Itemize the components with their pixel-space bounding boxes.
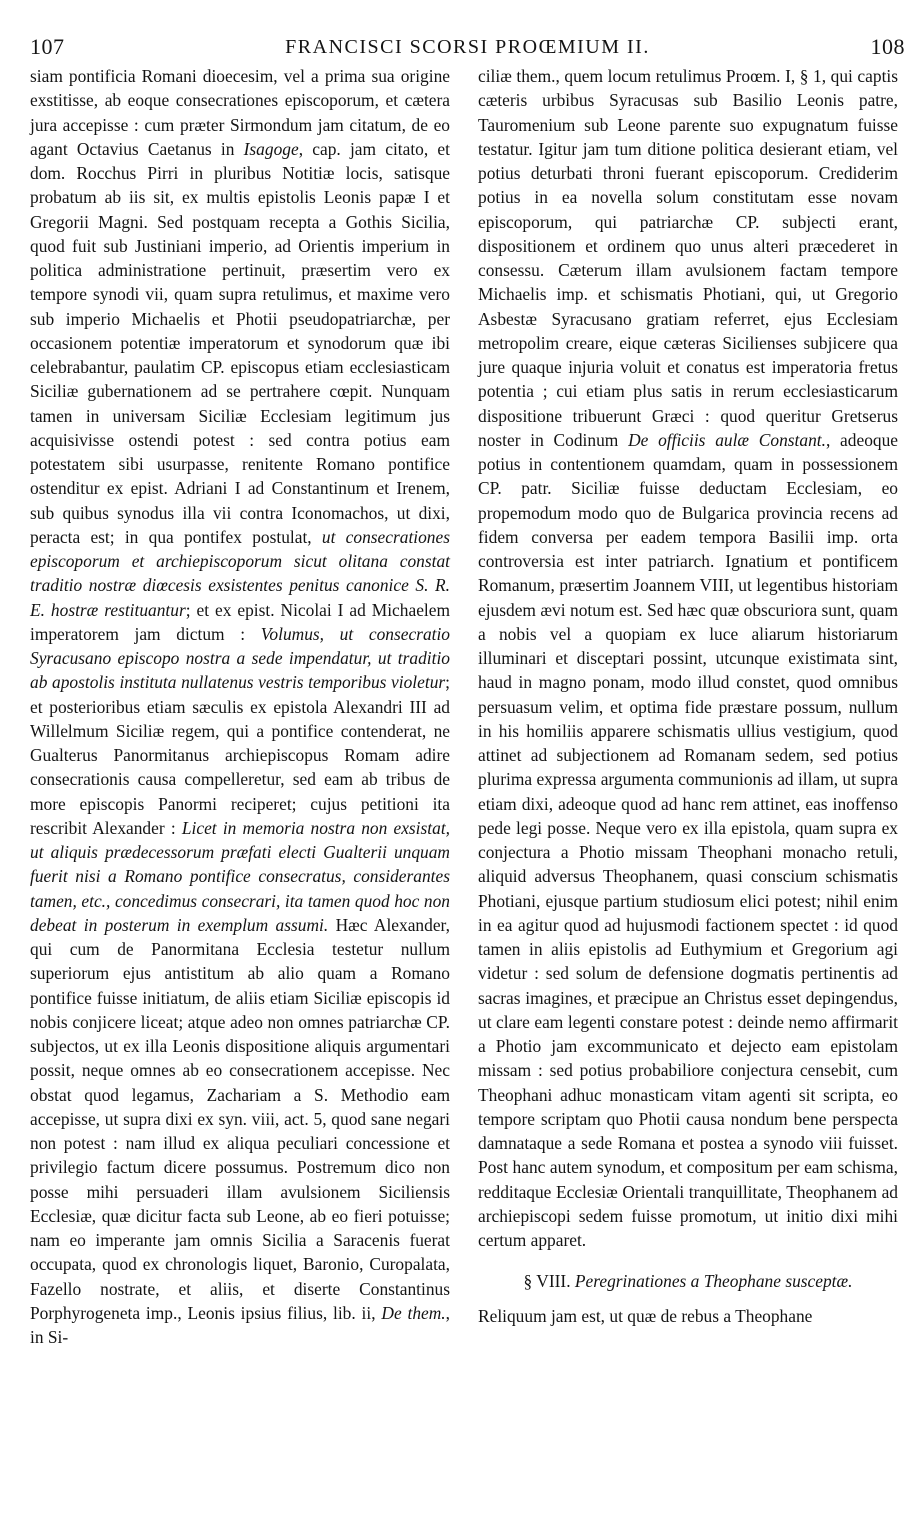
italic-quotation: Volumus, ut consecratio Syracusano episcopo nostra a sede impendatur, ut traditio ab apostolis instituta nullatenus vestris temporibus violetur (30, 623, 450, 693)
italic-title: Isagoge (243, 138, 299, 159)
text-run: ; et posterioribus etiam sæculis ex epistola Alexandri III ad Willelmum Siciliæ regem, qui a pontifice contenderat, ne Gualterus Panormitanus archiepiscopus Romam adire consecrationis causa compelleretur, sed eam ab tribus de more episcopis Panormi reciperet; cujus petitioni ita rescribit Alexander : (30, 672, 450, 838)
section-heading (478, 1269, 898, 1293)
left-column (30, 64, 450, 1349)
right-paragraph (478, 1304, 898, 1328)
running-title: FRANCISCI SCORSI PROŒMIUM II. (285, 35, 650, 58)
text-run: Hæc Alexander, qui cum de Panormitana Ecclesia testetur nullum superiorum ejus antistitum ab alio quam a Romano pontifice fuisse initiatum, de aliis etiam Siciliæ episcopis id nobis conjicere liceat; atque adeo non omnes patriarchæ CP. subjectos, ut ex illa Leonis dispositione aliquis argumentari possit, neque omnes ab eo consecrationem accepisse. Nec obstat quod legamus, Zachariam a S. Methodio eam accepisse, ut supra dixi ex syn. viii, act. 5, quod sane negari non potest : nam illud ex aliqua peculiari concessione et privilegio factum dicere possumus. Postremum dico non posse mihi persuaderi illam avulsionem Siciliensis Ecclesiæ, quæ dicitur facta sub Leone, ab eo fieri potuisse; nam eo imperante jam omnis Sicilia a Saracenis fuerat occupata, quod ex chronologis liquet, Baronio, Curopalata, Fazello nostrate, et aliis, et diserte Constantinus Porphyrogeneta imp., Leonis ipsius filius, lib. ii, (30, 914, 450, 1323)
section-number: § VIII. (523, 1271, 575, 1292)
right-page-number: 108 (870, 34, 905, 59)
italic-quotation: ut consecrationes episcoporum et archiepiscoporum sicut olitana constat traditio nostræ diœcesis exsistentes penitus canonice S. R. E. hostræ restituantur (30, 526, 450, 620)
italic-quotation: Licet in memoria nostra non exsistat, ut aliquis prædecessorum præfati electi Gualterii unquam fuerit nisi a Romano pontifice consecratus, considerantes tamen, etc., concedimus consecrari, ita tamen quod hoc non debeat in posterum in exemplum assumi. (30, 817, 450, 935)
italic-title: De them. (381, 1302, 446, 1323)
right-column (478, 64, 898, 1328)
text-run: , cap. jam citato, et dom. Rocchus Pirri in pluribus Notitiæ locis, satisque probatum ab iis sit, ex multis epistolis Leonis papæ I et Gregorii Magni. Sed postquam recepta a Gothis Sicilia, quod fuit sub Justiniani imperio, ad Orientis imperium in politica administratione pertinuit, præsertim vero ex tempore synodi vii, quam supra retulimus, et maxime vero sub imperio Michaelis et Photii pseudopatriarchæ, per occasionem potentiæ imperatorum et synodorum quæ ibi celebrabantur, paulatim CP. episcopus etiam ecclesiasticam Siciliæ gubernationem ad se pertrahere cœpit. Nunquam tamen in universam Siciliæ Ecclesiam legitimum jus acquisivisse ostendi potest : sed contra potius eam potestatem sibi usurpasse, renitente Romano pontifice ostenditur ex epist. Adriani I ad Constantinum et Irenem, sub quibus synodus illa vii contra Iconomachos, ut dixi, peracta est; in qua pontifex postulat, (30, 138, 450, 547)
text-run: ciliæ them., quem locum retulimus Proœm. I, § 1, qui captis cæteris urbibus Syracusas sub Basilio Leonis patre, Tauromenium sub Leone parente suo expugnatum fuisse testatur. Igitur jam tum ditione politica desierant etiam, vel potius deturbati throni fuerant episcoporum. Crediderim potius in ea novella solum constitutam esse novam episcoporum, qui patriarchæ CP. subjecti erant, dispositionem et ordinem quo unus alteri præcederet in consessu. Cæterum illam avulsionem factam tempore Michaelis imp. et schismatis Photiani, qui, ut Gregorio Asbestæ Syracusano gratiam referret, ejus Ecclesiam metropolim creare, eique cæteras Sicilienses subjicere qua jure quaque injuria voluit et conatus est imperatoria fretus potentia ; cui etiam plus satis in rerum ecclesiasticarum dispositione tribuerunt Græci : quod queritur Gretserus noster in Codinum (478, 66, 898, 450)
text-run: ; et ex epist. Nicolai I ad Michaelem imperatorem jam dictum : (30, 599, 450, 644)
right-paragraph (478, 64, 898, 1252)
left-page-number: 107 (30, 34, 65, 59)
text-run: siam pontificia Romani dioecesim, vel a prima sua origine exstitisse, ab eoque consecrationes episcoporum, et cætera jura accepisse : cum præter Sirmondum jam citatum, de eo agant Octavius Caetanus in (30, 66, 450, 159)
section-title: Peregrinationes a Theophane susceptæ. (574, 1271, 853, 1292)
text-run: Reliquum jam est, ut quæ de rebus a Theophane (478, 1305, 813, 1326)
italic-title: De officiis aulæ Constant. (628, 429, 826, 450)
running-header (30, 34, 905, 60)
left-paragraph (30, 64, 450, 1349)
text-run: , in Si- (30, 1302, 451, 1347)
text-run: , adeoque potius in contentionem quamdam, quam in possessionem CP. patr. Siciliæ fuisse deductam Ecclesiam, eo propemodum modo quo de Bulgarica provincia recens ad fidem conversa per eadem tempora Basilii imp. orta controversia est inter patriarch. Ignatium et pontificem Romanum, præsertim Joannem VIII, ut legentibus historiam ejusdem ævi notum est. Sed hæc quæ obscuriora sunt, quam a nobis vel a quopiam ex luce aliarum historiarum illuminari et disceptari possint, utcunque existimata sint, haud in magno ponam, modo illud constet, quod omnibus persuasum velim, et optima fide præstare possum, nullum in his homiliis apparere schismatis ullius vestigium, quod attinet ad subjectionem ad Romanam sedem, sed potius plurima expressa argumenta communionis ad illam, ut supra etiam dixi, adeoque quod ad hanc rem attinet, eas inoffenso pede legi posse. Neque vero ex illa epistola, quam supra ex conjectura a Photio missam Theophani monacho retuli, aliquid adversus Theophanem, quasi conscium schismatis Photiani, ejusque partium studiosum elici potest; nihil enim in ea agitur quod ad hujusmodi factionem spectet : id quod tamen in aliis epistolis ad Euthymium et Gregorium agi videtur : sed solum de defensione dogmatis pertinentis ad sacras imagines, et præcipue an Christus esset depingendus, ut clare eam legenti constare potest : deinde nemo affirmarit a Photio jam excommunicato et dejecto eam epistolam missam : sed potius probabiliore conjectura censebit, cum Theophani adhuc monasticam vitam agenti sit scripta, eo tempore scriptam quo Photii causa nondum bene perspecta damnataque a sede Romana et postea a synodo viii fuisset. Post hanc autem synodum, et compositum per eam schisma, redditaque Ecclesiæ Orientali tranquillitate, Theophanem ad archiepiscopi sedem fuisse promotum, ut initio dixi mihi certum apparet. (478, 429, 898, 1250)
